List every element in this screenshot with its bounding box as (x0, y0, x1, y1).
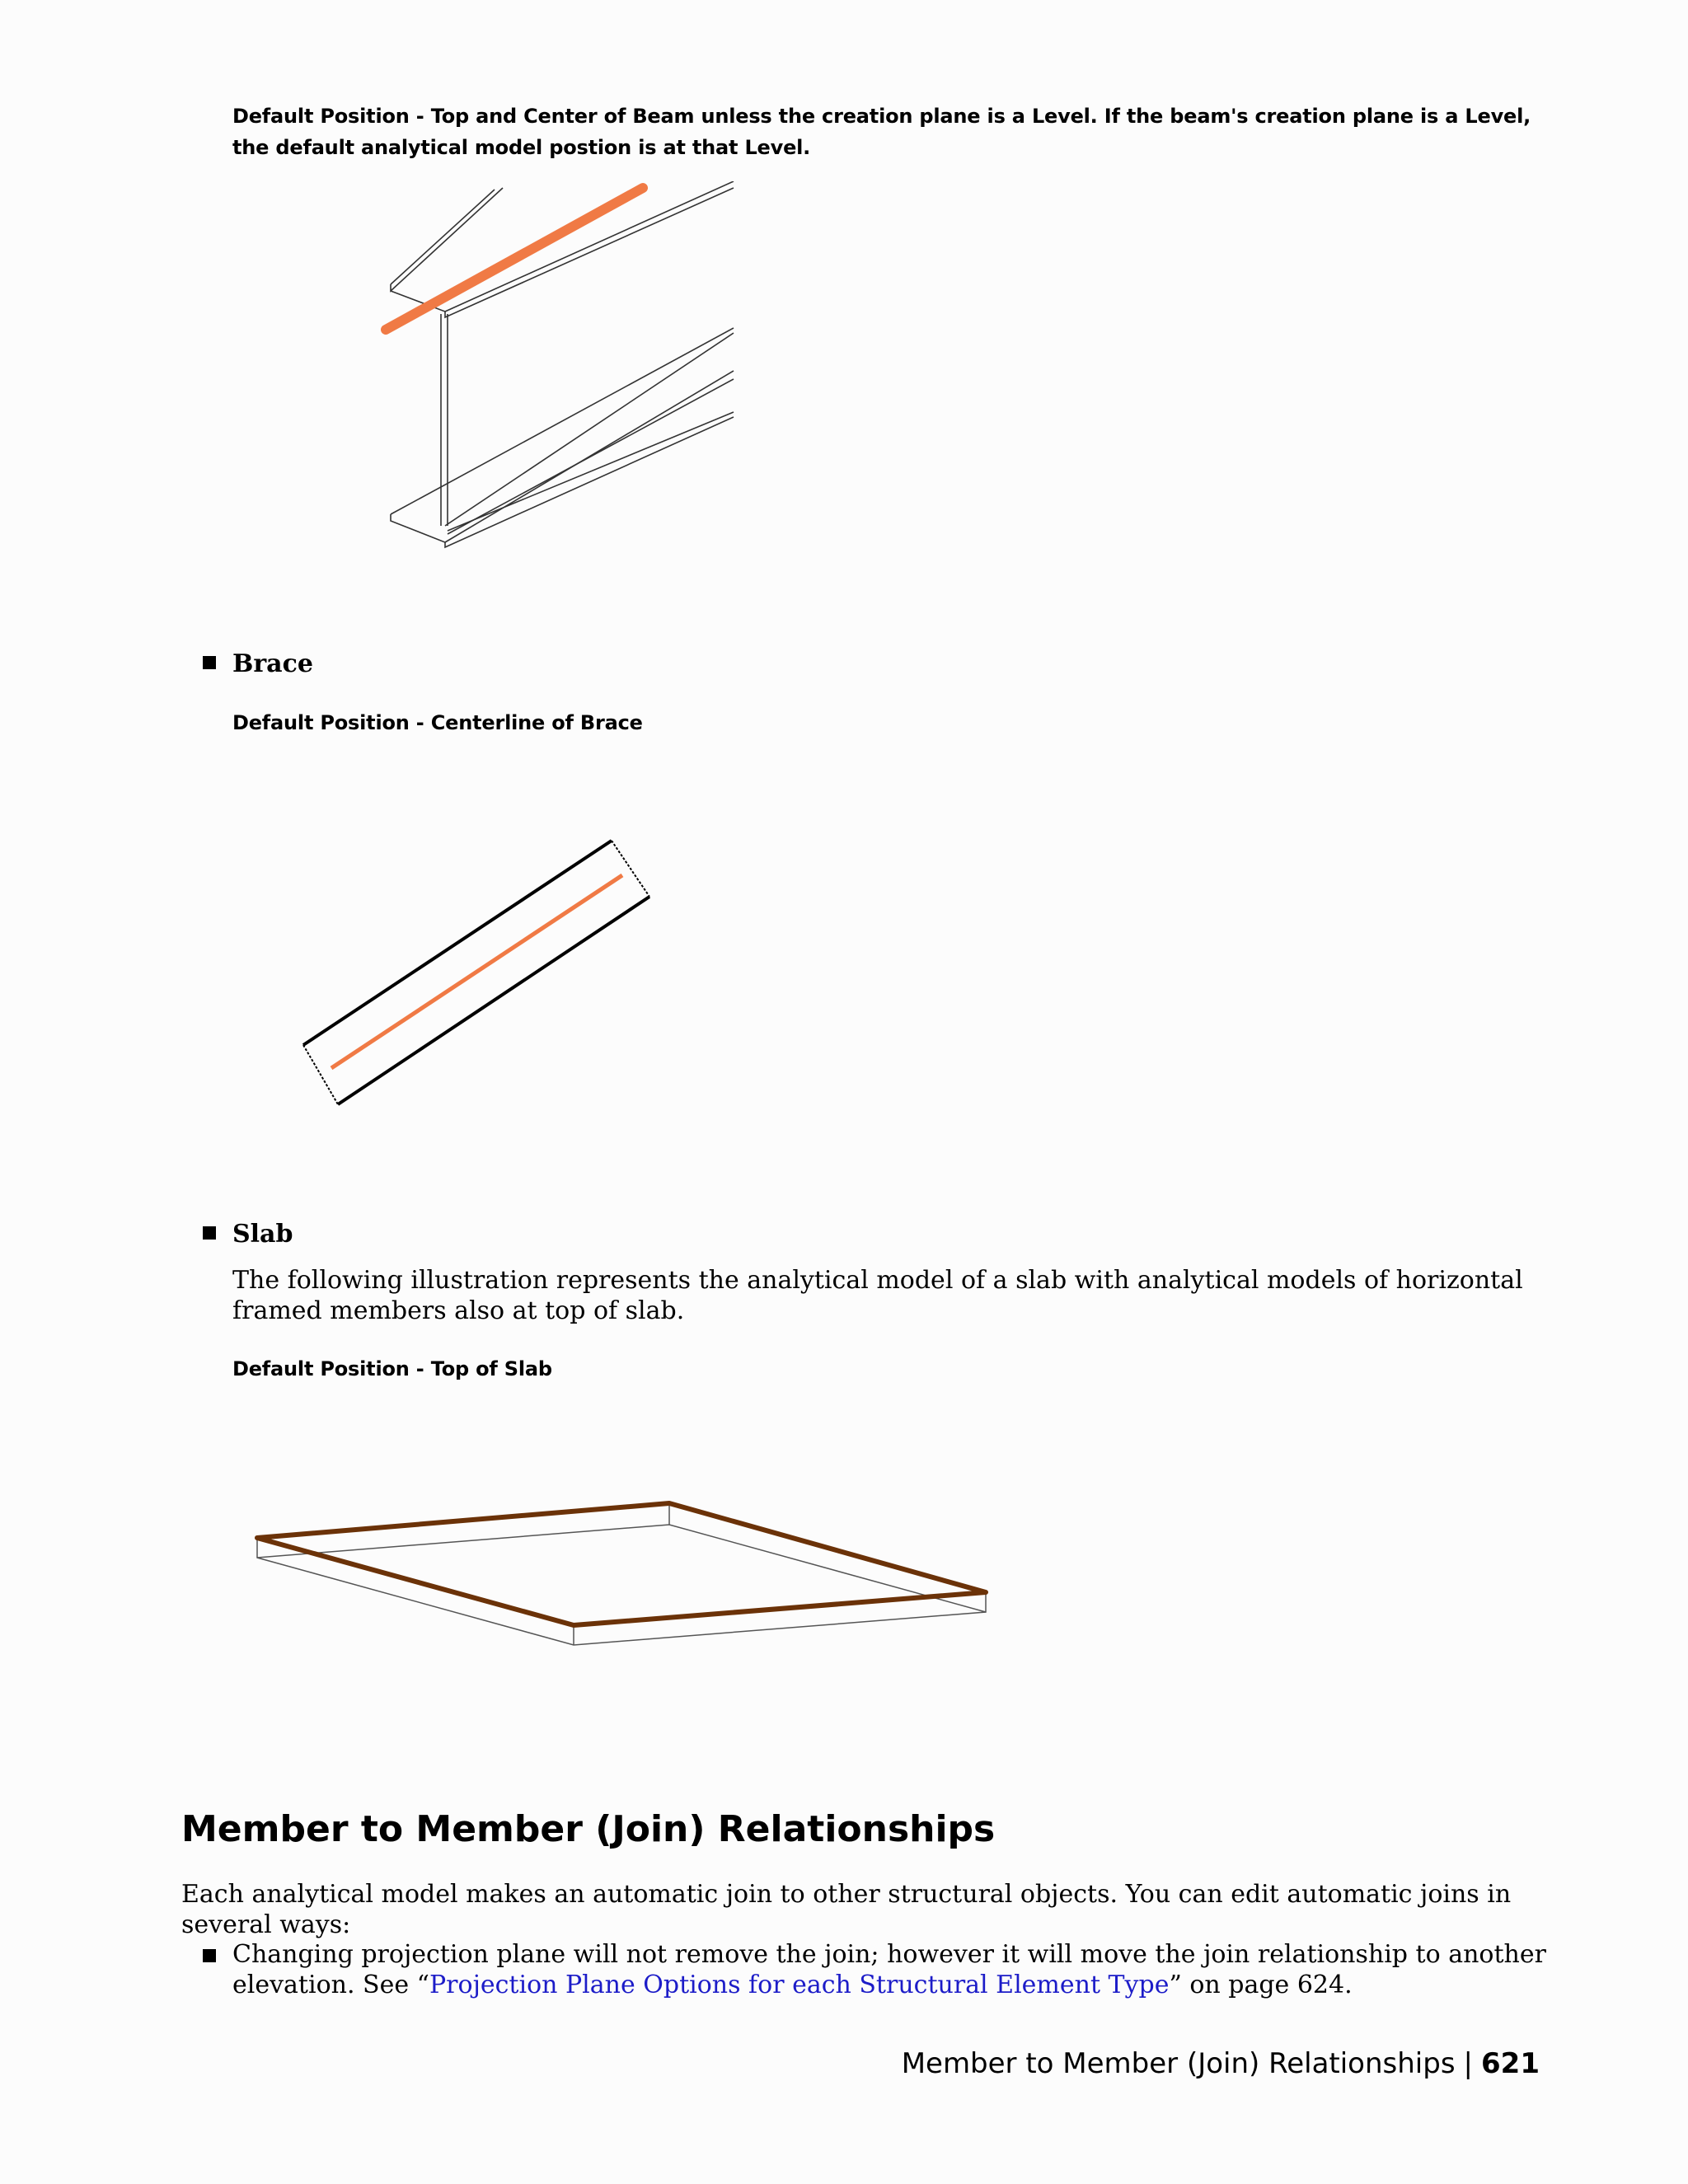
page-footer (902, 2047, 1540, 2080)
bullet-marker (203, 656, 216, 669)
slab-caption: Default Position - Top of Slab (232, 1357, 552, 1380)
join-bullet-item (232, 1939, 1559, 2000)
brace-heading (203, 649, 313, 678)
brace-title: Brace (232, 649, 313, 678)
slab-description: The following illustration represents the analytical model of a slab with analytical models of horizontal framed members also at top of slab. (232, 1266, 1523, 1325)
join-intro: Each analytical model makes an automatic join to other structural objects. You can edit automatic joins in several ways: (181, 1880, 1512, 1939)
brace-caption: Default Position - Centerline of Brace (232, 711, 643, 734)
slab-heading (203, 1220, 293, 1249)
footer-separator: | (1463, 2047, 1474, 2080)
section-heading: Member to Member (Join) Relationships (181, 1808, 996, 1850)
slab-figure (247, 1492, 1006, 1657)
page-number: 621 (1481, 2047, 1540, 2080)
beam-figure (363, 181, 750, 552)
footer-title: Member to Member (Join) Relationships (901, 2047, 1456, 2080)
bullet-text-after: ” on page 624. (1169, 1971, 1353, 1999)
projection-plane-link[interactable]: Projection Plane Options for each Structural Element Type (429, 1971, 1170, 1999)
bullet-text-before: Changing projection plane will not remove the join; however it will move the join relationship to another elevation. See “ (232, 1940, 1546, 1999)
bullet-marker (203, 1226, 216, 1240)
slab-title: Slab (232, 1220, 293, 1249)
beam-caption: Default Position - Top and Center of Beam unless the creation plane is a Level. If the beam's creation plane is a Level, the default analytical model postion is at that Level. (232, 105, 1531, 159)
bullet-marker (203, 1949, 216, 1962)
brace-figure (297, 832, 659, 1113)
